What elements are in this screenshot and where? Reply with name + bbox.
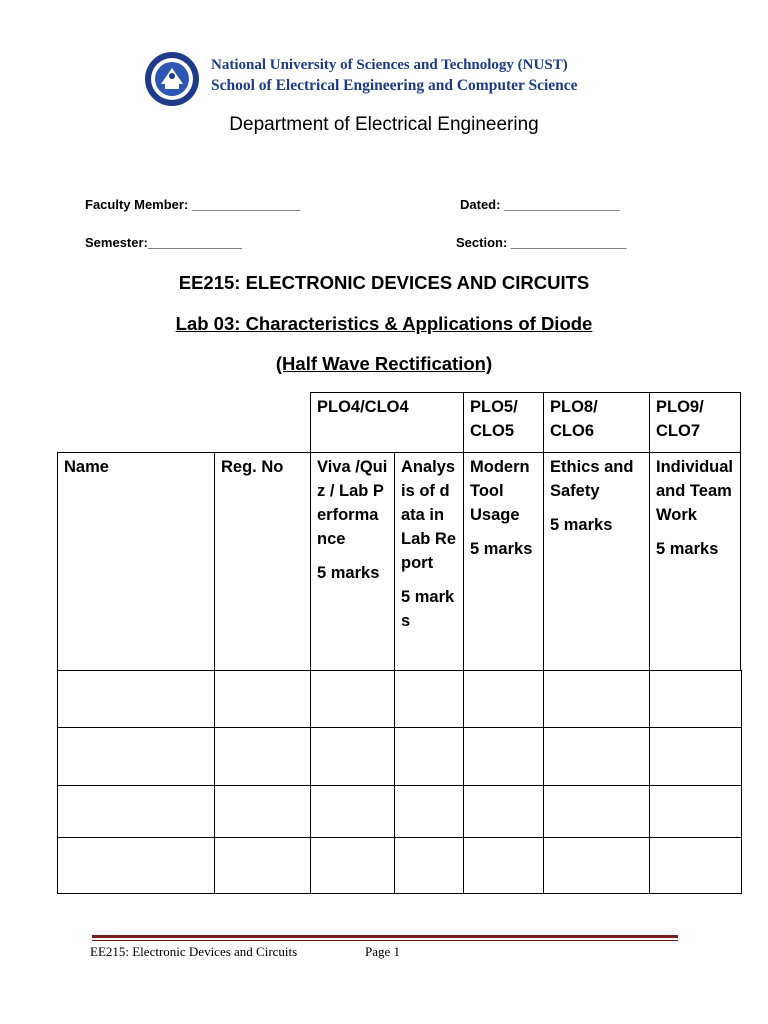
section-field: Section: ________________ — [456, 235, 627, 250]
table-cell[interactable] — [463, 785, 544, 838]
table-cell[interactable] — [214, 837, 311, 894]
group-plo4-clo4: PLO4/CLO4 — [310, 392, 464, 453]
course-title: EE215: ELECTRONIC DEVICES AND CIRCUITS — [178, 272, 590, 293]
table-cell[interactable] — [310, 785, 395, 838]
table-cell[interactable] — [214, 785, 311, 838]
table-cell[interactable] — [214, 727, 311, 786]
group-plo8-clo6: PLO8/ CLO6 — [543, 392, 650, 453]
table-cell[interactable] — [57, 785, 215, 838]
table-cell[interactable] — [649, 785, 742, 838]
footer-page-number: Page 1 — [365, 944, 401, 959]
table-cell[interactable] — [394, 670, 464, 728]
lab-subtitle: (Half Wave Rectification) — [275, 353, 493, 374]
footer-rule — [92, 935, 678, 938]
column-individual-team: Individual and Team Work 5 marks — [649, 452, 741, 671]
column-name: Name — [57, 452, 215, 671]
school-name: School of Electrical Engineering and Computer Science — [211, 77, 578, 94]
table-cell[interactable] — [310, 837, 395, 894]
semester-field: Semester:_____________ — [85, 235, 242, 250]
table-cell[interactable] — [543, 837, 650, 894]
table-cell[interactable] — [214, 670, 311, 728]
table-cell[interactable] — [57, 837, 215, 894]
column-reg-no: Reg. No — [214, 452, 311, 671]
table-cell[interactable] — [394, 837, 464, 894]
column-modern-tool: Modern Tool Usage 5 marks — [463, 452, 544, 671]
table-cell[interactable] — [463, 837, 544, 894]
table-cell[interactable] — [543, 670, 650, 728]
table-cell[interactable] — [649, 837, 742, 894]
table-cell[interactable] — [394, 727, 464, 786]
table-cell[interactable] — [57, 727, 215, 786]
column-analysis: Analysis of data in Lab Report 5 marks — [394, 452, 464, 671]
table-cell[interactable] — [649, 670, 742, 728]
lab-title: Lab 03: Characteristics & Applications of Diode — [175, 313, 593, 334]
group-plo9-clo7: PLO9/ CLO7 — [649, 392, 741, 453]
table-cell[interactable] — [463, 670, 544, 728]
table-cell[interactable] — [57, 670, 215, 728]
group-plo5-clo5: PLO5/ CLO5 — [463, 392, 544, 453]
faculty-member-field: Faculty Member: _______________ — [85, 197, 301, 212]
footer-rule-thin — [92, 940, 678, 941]
table-cell[interactable] — [310, 727, 395, 786]
table-cell[interactable] — [463, 727, 544, 786]
table-cell[interactable] — [543, 727, 650, 786]
table-cell[interactable] — [649, 727, 742, 786]
table-cell[interactable] — [394, 785, 464, 838]
table-cell[interactable] — [543, 785, 650, 838]
column-ethics: Ethics and Safety 5 marks — [543, 452, 650, 671]
column-viva-quiz: Viva /Quiz / Lab Performance 5 marks — [310, 452, 395, 671]
nust-logo-icon — [141, 50, 203, 108]
department-title: Department of Electrical Engineering — [229, 114, 539, 135]
dated-field: Dated: ________________ — [460, 197, 620, 212]
footer-course: EE215: Electronic Devices and Circuits — [90, 944, 298, 959]
university-name: National University of Sciences and Technology (NUST) — [211, 57, 568, 73]
table-cell[interactable] — [310, 670, 395, 728]
